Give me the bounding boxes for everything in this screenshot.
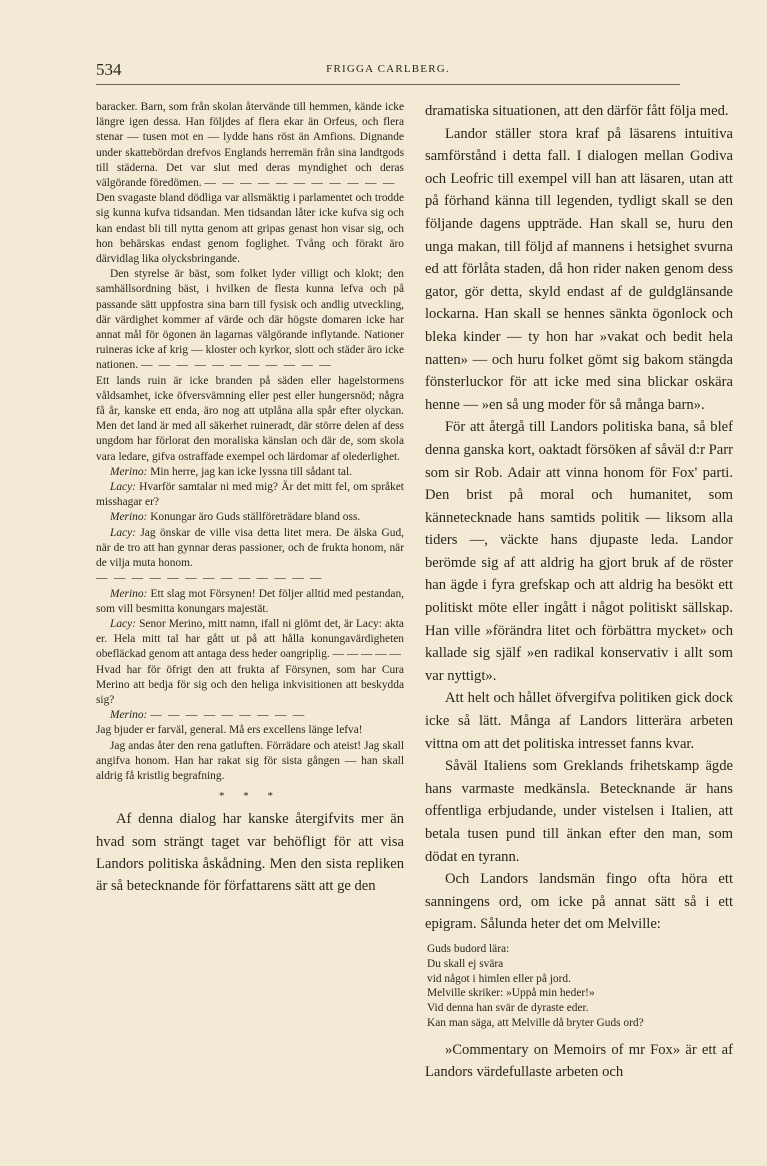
dialogue-line: Lacy: Jag önskar de ville visa detta litet mera. De älska Gud, när de tro att han gynnar deras passioner, och de frukta honom, när de vilja muta honom. <box>96 526 404 570</box>
paragraph: dramatiska situationen, att den därför fått följa med. <box>425 103 729 119</box>
speaker: Merino: <box>110 709 148 722</box>
speaker: Lacy: <box>110 526 136 539</box>
poem-line: Du skall ej svära <box>427 957 504 970</box>
speaker: Lacy: <box>110 481 136 494</box>
right-column <box>425 100 733 1084</box>
dialogue-line: Merino: Konungar äro Guds ställföreträdare bland oss. <box>110 511 361 524</box>
paragraph: Och Landors landsmän fingo ofta höra ett sanningens ord, om icke på annat sätt så i ett epigram. Sålunda heter det om Melville: <box>425 871 733 933</box>
dash-separator: — — — — — — — — — — — — — <box>96 572 324 585</box>
paragraph: Den svagaste bland dödliga var allsmäktig i parlamentet och trodde sig kunna kufva tidsandan. Men tidsandan låter icke kufva sig och kan endast bli till nytta genom att gripas genast hon visar sig, och hon behärskas endast genom foglighet. Tvång och förakt äro därvidlag lika olycksbringande. <box>96 192 404 266</box>
paragraph: Af denna dialog har kanske återgifvits mer än hvad som strängt taget var behöfligt för att visa Landors politiska åskådning. Men den sista repliken är så betecknande för författarens sätt att ge den <box>96 811 404 895</box>
speaker: Merino: <box>110 511 148 524</box>
poem-line: Kan man säga, att Melville då bryter Guds ord? <box>427 1016 644 1029</box>
paragraph: Hvad har för öfrigt den att frukta af Försynen, som har Cura Merino att bedja för sig och den heliga inkvisitionen att beskydda sig? <box>96 663 404 706</box>
paragraph: Såväl Italiens som Greklands frihetskamp ägde hans varmaste medkänsla. Betecknande är hans offentliga erbjudande, under vistelsen i Italien, att betala tusen pund till änkan efter den man, som dödat en tyrann. <box>425 758 733 865</box>
paragraph: baracker. Barn, som från skolan återvände till hemmen, kände icke längre igen dessa. Han följdes af flera ekar än Orfeus, och flera stenar — tusen mot en — lydde hans röst än Amfions. Dignande under skattebördan drefvos Englands herremän från sina landtgods till städerna. Det var slut med deras myndighet och deras välgörande föredömen. — — — — — — — — — — — <box>96 101 404 190</box>
page-header <box>96 60 680 85</box>
paragraph: Landor ställer stora kraf på läsarens intuitiva samförstånd i detta fall. I dialogen mellan Godiva och Leofric till exempel vill han att läsaren, utan att på förhand känna till legenden, tydligt skall se den följande dagens uppträde. Han skall se, huru den unga makan, till följd af mannens i hetsighet svurna ed att förlåta staden, då hon rider naken genom dess gator, gör detta, skyld endast af de guldglänsande lockarna. Han skall se hennes sänkta ögonlock och bleka kinder — ty hon har »vakat och bedit hela natten» — och huru folket gömt sig bakom stängda fönsterluckor för att icke med sina blickar oskära henne — »en så ung moder för så många barn». <box>425 125 733 413</box>
speaker: Merino: <box>110 465 148 478</box>
poem-line: vid något i himlen eller på jord. <box>427 972 571 985</box>
poem-line: Vid denna han svär de dyraste eder. <box>427 1002 589 1015</box>
paragraph: Den styrelse är bäst, som folket lyder villigt och klokt; den samhällsordning bäst, i hvilken de flesta kunna lefva och på passande sätt uppfostra sina barn till fysisk och andlig utveckling, där värdighet kommer af värde och där högste domaren icke har annat mål för ögonen än lagarnas välgörande inflytande. Nationer ruineras icke af krig — kloster och kyrkor, slott och städer äro icke nationen. — — — — — — — — — — — <box>96 268 404 372</box>
epigram <box>427 942 733 1031</box>
dialogue-line: Lacy: Senor Merino, mitt namn, ifall ni glömt det, är Lacy: akta er. Hela mitt tal har gått ut på att hålla konungavärdigheten obefläckad genom att antaga dess heder oangriplig. — — — — — <box>96 617 404 661</box>
paragraph: »Commentary on Memoirs of mr Fox» är ett af Landors värdefullaste arbeten och <box>425 1041 733 1081</box>
dialogue-line: Merino: Ett slag mot Försynen! Det följer alltid med pestandan, som vill besmitta konungars majestät. <box>96 587 404 615</box>
left-column <box>96 100 404 898</box>
speaker: Lacy: <box>110 617 136 630</box>
page-number: 534 <box>96 60 122 79</box>
dialogue-line: Merino: Min herre, jag kan icke lyssna till sådant tal. <box>110 465 352 478</box>
dialogue-line: Merino: — — — — — — — — — <box>110 709 307 722</box>
paragraph: Jag bjuder er farväl, general. Må ers excellens länge lefva! <box>96 724 363 737</box>
section-break: * * * <box>219 790 281 803</box>
poem-line: Guds budord lära: <box>427 942 510 955</box>
speaker: Merino: <box>110 587 148 600</box>
paragraph: Jag andas åter den rena gatluften. Förrädare och ateist! Jag skall angifva honom. Han har rakat sig för sista gången — han skall aldrig få kristlig begrafning. <box>96 739 404 782</box>
paragraph: För att återgå till Landors politiska bana, så blef denna ganska kort, oaktadt försöken af såväl d:r Parr som sir Rob. Adair att vinna honom för Fox' parti. Den brist på moral och humanitet, som kännetecknade hans samtids politik — liksom alla tiders —, väckte hans djupaste leda. Landor berömde sig af att aldrig ha gjort bruk af de röster han ägde i fyra grefskap och att aldrig ha besökt ett politiskt möte eller ingått i något politiskt sällskap. Han ville »förändra litet och förbättra mycket» och kallade sig själf »en radikal konservativ i allt som var nyttigt». <box>425 419 733 684</box>
paragraph: Att helt och hållet öfvergifva politiken gick dock icke så lätt. Många af Landors litterära arbeten vittna om att det politiska intresset fanns kvar. <box>425 690 733 752</box>
running-title: FRIGGA CARLBERG. <box>326 63 450 75</box>
dialogue-line: Lacy: Hvarför samtalar ni med mig? Är det mitt fel, om språket misshagar er? <box>96 481 404 509</box>
poem-line: Melville skriker: »Uppå min heder!» <box>427 987 595 1000</box>
paragraph: Ett lands ruin är icke branden på säden eller hagelstormens våldsamhet, icke öfversvämning eller pest eller hungersnöd; några få år, kanske ett enda, äro nog att utplåna alla spår efter olyckan. Men det land är med all säkerhet ruineradt, där större delen af dess ungdom har förlorat den moraliska känslan och där de, som skola vara ledare, gifva ostraffade exempel och lärdomar af olederlighet. <box>96 374 404 463</box>
